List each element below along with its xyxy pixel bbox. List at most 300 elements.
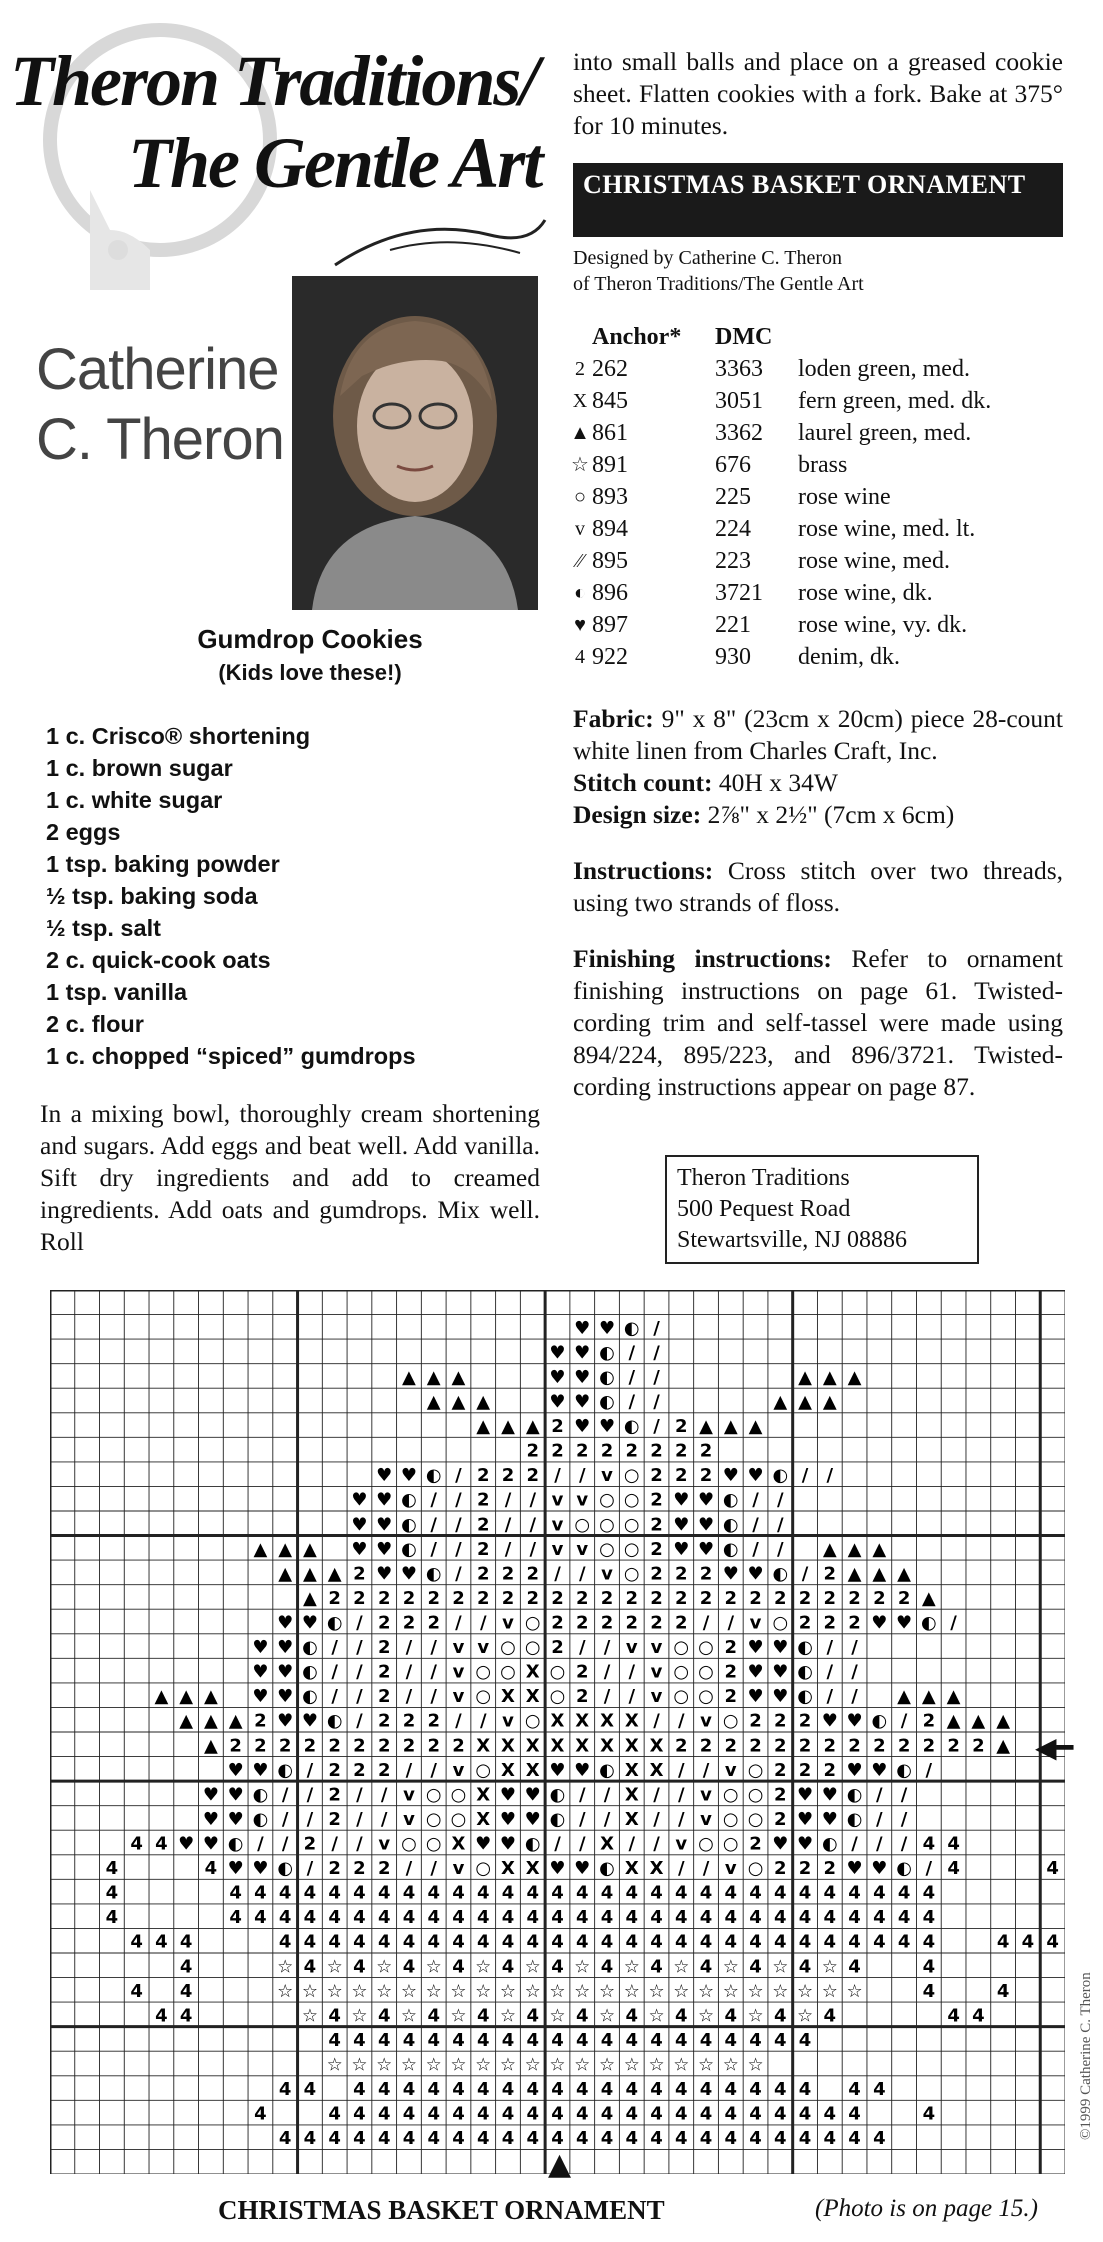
stitch-symbol: / [578, 1833, 586, 1855]
stitch-symbol: / [653, 1416, 660, 1438]
stitch-symbol: ☆ [425, 1956, 442, 1978]
floss-symbol: ♥ [574, 614, 586, 636]
stitch-symbol: / [826, 1661, 834, 1683]
stitch-symbol: ○ [524, 1637, 541, 1659]
stitch-symbol: 4 [699, 1931, 713, 1953]
stitch-symbol: ◐ [401, 1538, 417, 1560]
copyright-note: ©1999 Catherine C. Theron [1078, 1972, 1094, 2140]
stitch-symbol: 4 [575, 2128, 589, 2150]
stitch-symbol: / [281, 1784, 289, 1806]
stitch-symbol: ○ [549, 1686, 566, 1708]
stitch-symbol: ☆ [772, 1980, 789, 2002]
stitch-symbol: 4 [575, 2005, 589, 2027]
stitch-symbol: / [702, 1612, 710, 1634]
swirl-ornament-icon [330, 205, 550, 275]
stitch-symbol: v [452, 1637, 465, 1659]
stitch-symbol: v [477, 1637, 490, 1659]
stitch-symbol: / [900, 1710, 908, 1732]
list-item: 1 tsp. vanilla [46, 979, 188, 1005]
stitch-symbol: / [455, 1514, 462, 1536]
floss-anchor: 845 [592, 388, 628, 414]
stitch-symbol: / [281, 1808, 289, 1830]
stitch-symbol: 4 [600, 1956, 614, 1978]
stitch-symbol: 2 [501, 1587, 515, 1609]
stitch-symbol: 2 [675, 1465, 688, 1487]
stitch-symbol: / [752, 1489, 759, 1511]
stitch-symbol: ♥ [821, 1808, 838, 1830]
stitch-symbol: v [403, 1808, 415, 1830]
stitch-symbol: ▲ [303, 1538, 317, 1560]
page-title [10, 40, 541, 204]
floss-symbol: ☆ [571, 454, 589, 476]
stitch-symbol: 4 [501, 1882, 515, 1904]
floss-symbol: ○ [573, 486, 587, 508]
stitch-symbol: ☆ [376, 1980, 393, 2002]
stitch-count-label: Stitch count: [573, 768, 713, 797]
stitch-symbol: / [653, 1317, 660, 1339]
stitch-symbol: ▲ [897, 1686, 912, 1708]
stitch-symbol: / [331, 1661, 338, 1683]
stitch-symbol: ▲ [476, 1416, 491, 1438]
stitch-symbol: 4 [427, 2128, 440, 2150]
stitch-symbol: 4 [575, 1931, 589, 1953]
stitch-symbol: 4 [922, 1833, 936, 1855]
stitch-symbol: 4 [501, 1907, 515, 1929]
stitch-symbol: 2 [476, 1563, 490, 1585]
stitch-symbol: ○ [574, 1514, 591, 1536]
stitch-symbol: 2 [798, 1587, 812, 1609]
stitch-symbol: / [257, 1833, 264, 1855]
stitch-symbol: ◐ [252, 1784, 269, 1806]
stitch-symbol: ○ [747, 1858, 764, 1880]
stitch-symbol: 4 [798, 1931, 812, 1953]
stitch-symbol: / [554, 1465, 561, 1487]
address-line-3: Stewartsville, NJ 08886 [677, 1227, 907, 1253]
stitch-symbol: v [502, 1612, 514, 1634]
stitch-symbol: 4 [675, 2128, 688, 2150]
stitch-symbol: ◐ [846, 1808, 863, 1830]
stitch-symbol: ▲ [996, 1735, 1011, 1757]
stitch-symbol: ☆ [301, 2005, 319, 2027]
recipe-steps: In a mixing bowl, thoroughly cream shortening and sugars. Add eggs and beat well. Add vanilla. Sift dry ingredients and add to creamed ingredients. Add oats and gumdrops. Mix well. Roll [40, 1099, 540, 1256]
stitch-symbol: 2 [303, 1833, 317, 1855]
stitch-symbol: 2 [798, 1612, 812, 1634]
stitch-symbol: 2 [798, 1858, 812, 1880]
stitch-symbol: ◐ [623, 1317, 640, 1339]
stitch-symbol: ◐ [277, 1858, 294, 1880]
stitch-symbol: ♥ [574, 1858, 591, 1880]
stitch-symbol: ☆ [326, 1956, 343, 1978]
stitch-symbol: 4 [600, 2029, 614, 2051]
stitch-symbol: v [650, 1686, 663, 1708]
stitch-symbol: / [380, 1784, 388, 1806]
stitch-symbol: 4 [303, 1956, 317, 1978]
stitch-symbol: ○ [475, 1661, 492, 1683]
stitch-symbol: 4 [402, 2128, 416, 2150]
stitch-symbol: ▲ [946, 1686, 961, 1708]
stitch-symbol: 4 [526, 1907, 540, 1929]
stitch-symbol: 2 [650, 1514, 663, 1536]
stitch-symbol: 4 [476, 1931, 490, 1953]
stitch-symbol: 2 [402, 1710, 416, 1732]
designer-name-line-1: Catherine [36, 337, 279, 402]
table-row [568, 577, 991, 609]
floss-anchor: 861 [592, 420, 628, 446]
stitch-symbol: 4 [452, 2079, 465, 2101]
stitch-symbol: 4 [204, 1858, 218, 1880]
stitch-symbol: 2 [328, 1784, 341, 1806]
designer-credit-line-1: Designed by Catherine C. Theron [573, 247, 843, 269]
stitch-symbol: v [650, 1637, 663, 1659]
stitch-symbol: 4 [922, 2103, 936, 2125]
stitch-symbol: 4 [353, 1882, 366, 1904]
stitch-symbol: ♥ [598, 1317, 616, 1339]
stitch-symbol: ♥ [697, 1489, 715, 1511]
stitch-symbol: ☆ [475, 1956, 492, 1978]
stitch-symbol: / [628, 1391, 636, 1413]
stitch-symbol: ○ [475, 1686, 492, 1708]
floss-anchor: 922 [592, 644, 628, 670]
stitch-symbol: 4 [575, 2079, 589, 2101]
stitch-symbol: 4 [551, 2079, 564, 2101]
stitch-symbol: ♥ [846, 1759, 863, 1781]
stitch-symbol: 2 [551, 1612, 564, 1634]
stitch-symbol: 2 [774, 1858, 787, 1880]
stitch-symbol: / [455, 1710, 462, 1732]
stitch-symbol: 4 [105, 1907, 119, 1929]
stitch-symbol: 4 [749, 2103, 762, 2125]
stitch-symbol: 4 [600, 2128, 614, 2150]
stitch-symbol: v [601, 1563, 613, 1585]
stitch-symbol: ○ [549, 1661, 566, 1683]
stitch-symbol: ▲ [451, 1366, 466, 1388]
stitch-symbol: ☆ [598, 2054, 616, 2076]
stitch-symbol: X [649, 1735, 664, 1757]
stitch-symbol: 2 [377, 1587, 391, 1609]
stitch-symbol: ▲ [253, 1538, 268, 1560]
stitch-symbol: 2 [377, 1710, 391, 1732]
stitch-symbol: ♥ [178, 1833, 195, 1855]
floss-name: rose wine, med. [798, 548, 950, 574]
stitch-symbol: 2 [328, 1759, 341, 1781]
stitch-symbol: ♥ [252, 1858, 269, 1880]
stitch-symbol: 2 [501, 1465, 515, 1487]
stitch-symbol: 4 [625, 1882, 639, 1904]
stitch-symbol: ♥ [598, 1416, 616, 1438]
stitch-symbol: 2 [328, 1587, 341, 1609]
stitch-symbol: 4 [774, 2005, 787, 2027]
stitch-symbol: 2 [675, 1735, 688, 1757]
stitch-symbol: / [727, 1612, 735, 1634]
stitch-symbol: X [550, 1710, 565, 1732]
floss-name: fern green, med. dk. [798, 388, 992, 414]
stitch-symbol: 4 [476, 2103, 490, 2125]
stitch-symbol: ☆ [648, 2054, 665, 2076]
floss-symbol: 4 [575, 646, 585, 668]
floss-dmc: 930 [715, 644, 751, 670]
stitch-symbol: X [525, 1661, 540, 1683]
stitch-symbol: 4 [402, 2103, 416, 2125]
floss-dmc: 3721 [715, 580, 763, 606]
stitch-symbol: ☆ [821, 1980, 838, 2002]
stitch-symbol: ♥ [574, 1391, 591, 1413]
stitch-symbol: / [306, 1808, 314, 1830]
stitch-symbol: 4 [675, 2103, 688, 2125]
stitch-symbol: / [331, 1833, 338, 1855]
stitch-symbol: 4 [947, 1833, 960, 1855]
stitch-symbol: / [356, 1784, 363, 1806]
stitch-symbol: ☆ [574, 1980, 591, 2002]
stitch-symbol: v [601, 1465, 613, 1487]
stitch-symbol: ◐ [302, 1686, 318, 1708]
stitch-symbol: 4 [625, 2005, 639, 2027]
stitch-symbol: 4 [749, 1956, 762, 1978]
stitch-symbol: 4 [427, 1931, 440, 1953]
stitch-symbol: ○ [401, 1833, 417, 1855]
stitch-symbol: ☆ [747, 1980, 764, 2002]
stitch-symbol: X [501, 1759, 515, 1781]
stitch-symbol: 2 [526, 1465, 540, 1487]
stitch-symbol: 2 [774, 1735, 787, 1757]
stitch-symbol: 2 [476, 1489, 490, 1511]
stitch-symbol: ♥ [252, 1759, 269, 1781]
stitch-symbol: v [551, 1514, 564, 1536]
stitch-symbol: 2 [823, 1587, 837, 1609]
stitch-symbol: / [851, 1661, 858, 1683]
stitch-symbol: ☆ [623, 2054, 640, 2076]
stitch-symbol: 2 [575, 1587, 589, 1609]
stitch-symbol: 4 [130, 1833, 143, 1855]
stitch-symbol: 4 [303, 1882, 317, 1904]
stitch-symbol: 4 [501, 1956, 515, 1978]
stitch-symbol: ▲ [426, 1366, 441, 1388]
stitch-symbol: / [851, 1833, 858, 1855]
stitch-symbol: 4 [377, 2103, 391, 2125]
stitch-symbol: ☆ [722, 1980, 739, 2002]
floss-symbol: ▲ [570, 422, 590, 444]
stitch-symbol: 4 [353, 2079, 366, 2101]
floss-dmc: 225 [715, 484, 751, 510]
floss-anchor: 262 [592, 356, 628, 382]
stitch-symbol: 4 [650, 2079, 663, 2101]
stitch-symbol: 4 [600, 2079, 614, 2101]
stitch-symbol: X [501, 1858, 515, 1880]
stitch-symbol: / [455, 1465, 462, 1487]
stitch-symbol: ♥ [400, 1563, 418, 1585]
stitch-symbol: 2 [947, 1735, 960, 1757]
stitch-symbol: 4 [625, 1931, 639, 1953]
stitch-symbol: / [900, 1833, 908, 1855]
col-header-dmc: DMC [715, 324, 773, 350]
instructions [573, 855, 1063, 919]
stitch-symbol: 2 [922, 1710, 936, 1732]
stitch-symbol: 2 [427, 1735, 440, 1757]
stitch-symbol: 2 [353, 1563, 366, 1585]
stitch-symbol: v [700, 1808, 712, 1830]
stitch-symbol: / [603, 1637, 611, 1659]
list-item: 1 c. white sugar [46, 787, 223, 813]
stitch-symbol: ♥ [722, 1563, 739, 1585]
stitch-symbol: / [801, 1465, 809, 1487]
stitch-symbol: X [476, 1808, 491, 1830]
stitch-symbol: / [603, 1661, 611, 1683]
stitch-symbol: ◐ [549, 1784, 566, 1806]
stitch-symbol: / [801, 1563, 809, 1585]
stitch-symbol: 2 [353, 1735, 366, 1757]
stitch-symbol: 4 [328, 2103, 341, 2125]
floss-name: brass [798, 452, 848, 478]
stitch-symbol: 4 [476, 2005, 490, 2027]
stitch-symbol: / [356, 1833, 363, 1855]
stitch-symbol: 4 [774, 1882, 787, 1904]
stitch-symbol: ○ [623, 1563, 640, 1585]
stitch-symbol: 4 [774, 2079, 787, 2101]
stitch-symbol: 4 [749, 2029, 762, 2051]
stitch-symbol: / [554, 1833, 561, 1855]
stitch-symbol: ♥ [697, 1538, 715, 1560]
stitch-symbol: / [455, 1538, 462, 1560]
stitch-symbol: 4 [650, 1931, 663, 1953]
stitch-symbol: 2 [724, 1637, 738, 1659]
stitch-symbol: ♥ [747, 1465, 764, 1487]
stitch-symbol: 2 [353, 1858, 366, 1880]
stitch-symbol: 4 [798, 1907, 812, 1929]
list-item: ½ tsp. salt [46, 915, 161, 941]
stitch-symbol: 4 [1021, 1931, 1035, 1953]
stitch-symbol: ◐ [302, 1661, 318, 1683]
stitch-symbol: ☆ [400, 1980, 418, 2002]
stitch-symbol: 2 [724, 1735, 738, 1757]
stitch-symbol: ♥ [549, 1366, 566, 1388]
stitch-symbol: ○ [722, 1710, 739, 1732]
stitch-symbol: ♥ [202, 1784, 219, 1806]
stitch-symbol: ☆ [326, 1980, 343, 2002]
stitch-symbol: 4 [947, 2005, 960, 2027]
stitch-symbol: ▲ [798, 1391, 812, 1413]
stitch-symbol: 4 [699, 1956, 713, 1978]
finishing-text: Refer to ornament finishing instructions on page 61. Twisted-cording trim and self-tassel were made using 894/224, 895/223, and 896/3721. Twisted-cording instructions appear on page 87. [573, 944, 1063, 1101]
stitch-symbol: / [900, 1784, 908, 1806]
stitch-symbol: / [405, 1661, 413, 1683]
stitch-symbol: 4 [675, 1882, 688, 1904]
stitch-symbol: 2 [749, 1710, 762, 1732]
stitch-symbol: ☆ [376, 1956, 393, 1978]
stitch-symbol: 4 [452, 1907, 465, 1929]
stitch-symbol: 2 [303, 1735, 317, 1757]
stitch-symbol: ♥ [277, 1661, 294, 1683]
stitch-symbol: / [529, 1538, 537, 1560]
stitch-symbol: 4 [303, 1931, 317, 1953]
stitch-symbol: ▲ [847, 1538, 862, 1560]
stitch-symbol: ○ [425, 1833, 442, 1855]
stitch-symbol: / [653, 1808, 660, 1830]
stitch-symbol: X [649, 1759, 664, 1781]
stitch-symbol: 2 [823, 1563, 837, 1585]
stitch-symbol: ♥ [376, 1489, 393, 1511]
list-item: 1 c. Crisco® shortening [46, 723, 311, 749]
stitch-symbol: 4 [699, 2103, 713, 2125]
stitch-symbol: ○ [722, 1784, 739, 1806]
stitch-symbol: 2 [848, 1735, 861, 1757]
stitch-symbol: ♥ [549, 1391, 566, 1413]
stitch-symbol: / [331, 1686, 338, 1708]
stitch-symbol: / [430, 1686, 438, 1708]
stitch-symbol: 2 [774, 1587, 787, 1609]
stitch-symbol: 4 [526, 2128, 540, 2150]
stitch-symbol: ▲ [228, 1710, 243, 1732]
stitch-symbol: ☆ [351, 2005, 368, 2027]
stitch-symbol: / [430, 1661, 438, 1683]
stitch-symbol: 4 [699, 2029, 713, 2051]
stitch-symbol: ♥ [549, 1759, 566, 1781]
stitch-symbol: 4 [155, 1931, 168, 1953]
stitch-symbol: 4 [328, 2128, 341, 2150]
stitch-symbol: 4 [551, 1907, 564, 1929]
stitch-symbol: ○ [698, 1686, 714, 1708]
stitch-symbol: 4 [353, 2029, 366, 2051]
stitch-symbol: / [405, 1759, 413, 1781]
stitch-symbol: 4 [848, 1931, 861, 1953]
stitch-symbol: ○ [524, 1612, 541, 1634]
stitch-symbol: v [502, 1710, 514, 1732]
stitch-symbol: 4 [130, 1931, 143, 1953]
stitch-symbol: 2 [427, 1710, 440, 1732]
floss-dmc: 3363 [715, 356, 763, 382]
table-row [568, 353, 991, 385]
stitch-symbol: 4 [699, 1907, 713, 1929]
stitch-symbol: ☆ [673, 2054, 690, 2076]
stitch-symbol: v [724, 1759, 737, 1781]
stitch-symbol: 2 [972, 1735, 985, 1757]
stitch-symbol: / [578, 1563, 586, 1585]
stitch-symbol: ◐ [425, 1465, 442, 1487]
table-row [568, 513, 991, 545]
stitch-symbol: / [628, 1661, 636, 1683]
stitch-symbol: 4 [600, 1931, 614, 1953]
stitch-symbol: ▲ [847, 1366, 862, 1388]
stitch-symbol: 2 [675, 1416, 688, 1438]
stitch-symbol: ♥ [301, 1710, 319, 1732]
stitch-symbol: ▲ [723, 1416, 738, 1438]
stitch-symbol: 4 [774, 2128, 787, 2150]
stitch-symbol: 4 [699, 2128, 713, 2150]
chart-symbols [106, 1318, 1059, 2149]
stitch-symbol: ♥ [821, 1710, 838, 1732]
stitch-symbol: 2 [724, 1661, 738, 1683]
stitch-symbol: 2 [922, 1735, 936, 1757]
stitch-symbol: 4 [402, 1931, 416, 1953]
stitch-symbol: / [653, 1784, 660, 1806]
stitch-symbol: / [876, 1808, 883, 1830]
stitch-symbol: ◐ [326, 1710, 343, 1732]
stitch-symbol: 4 [922, 1882, 936, 1904]
stitch-symbol: X [525, 1686, 540, 1708]
stitch-symbol: 4 [848, 1882, 861, 1904]
stitch-symbol: v [749, 1612, 762, 1634]
stitch-symbol: ○ [599, 1514, 615, 1536]
stitch-symbol: / [405, 1637, 413, 1659]
stitch-symbol: 2 [798, 1735, 812, 1757]
stitch-symbol: 2 [278, 1735, 292, 1757]
stitch-symbol: ♥ [549, 1342, 566, 1364]
stitch-symbol: 4 [328, 1907, 341, 1929]
stitch-symbol: / [925, 1759, 933, 1781]
instructions-label: Instructions: [573, 856, 714, 885]
stitch-symbol: 4 [179, 1980, 193, 2002]
stitch-symbol: 4 [551, 2128, 564, 2150]
stitch-symbol: ○ [747, 1784, 764, 1806]
stitch-symbol: / [628, 1833, 636, 1855]
